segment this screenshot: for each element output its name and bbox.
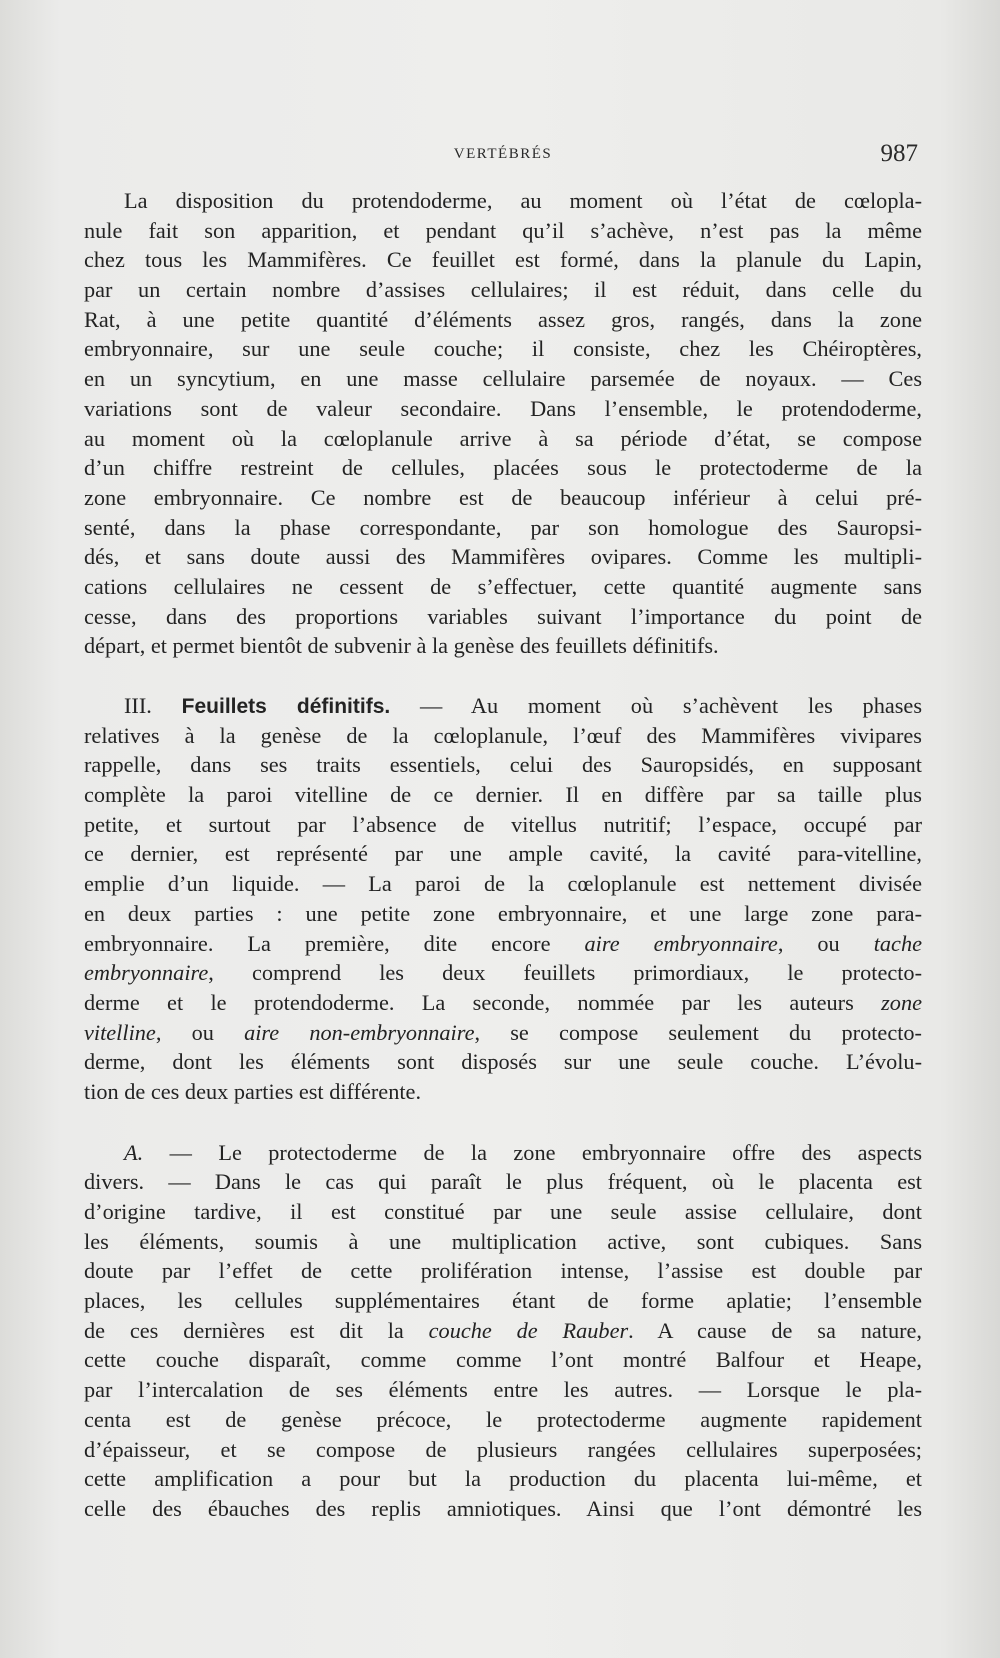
text-line: derme, dont les éléments sont disposés sur une seule couche. L’évolu- [84,1049,922,1075]
text-line: par un certain nombre d’assises cellulaires; il est réduit, dans celle du [84,277,922,303]
text-line: complète la paroi vitelline de ce dernier. Il en diffère par sa taille plus [84,782,922,808]
text-line: La disposition du protendoderme, au moment où l’état de cœlopla- [124,188,922,213]
subsection-letter: A. [124,1139,144,1165]
section-heading-line [84,691,922,721]
text-line: celle des ébauches des replis amniotiques. Ainsi que l’ont démontré les [84,1495,922,1521]
text-line: d’origine tardive, il est constitué par une seule assise cellulaire, dont [84,1199,922,1224]
text-line: les éléments, soumis à une multiplication active, sont cubiques. Sans [84,1228,922,1254]
text-run: , comprend les deux feuillets primordiaux, le protecto- [208,960,922,986]
italic-term: aire embryonnaire [584,930,778,956]
italic-term: couche de Rauber [428,1317,629,1343]
text-line [84,958,922,988]
body-text [84,186,922,1524]
text-line [84,1138,922,1168]
text-line: rappelle, dans ses traits essentiels, celui des Sauropsidés, en supposant [84,752,922,778]
text-line: d’épaisseur, et se compose de plusieurs rangées cellulaires superposées; [84,1436,922,1462]
text-line: nule fait son apparition, et pendant qu’il s’achève, n’est pas la même [84,217,922,243]
italic-term: vitelline [84,1019,156,1045]
paragraph-gap [84,1107,922,1138]
paragraph-protectoderme [84,1138,922,1524]
text-run: , ou [777,930,874,956]
text-run: , ou [155,1019,245,1045]
text-run: de ces dernières est dit la [84,1317,429,1343]
text-line: centa est de genèse précoce, le protectoderme augmente rapidement [84,1406,922,1432]
text-line [84,1316,922,1346]
text-line: doute par l’effet de cette prolifération intense, l’assise est double par [84,1258,922,1284]
text-line: en deux parties : une petite zone embryonnaire, et une large zone para- [84,900,922,926]
text-line: divers. — Dans le cas qui paraît le plus fréquent, où le placenta est [84,1169,922,1195]
text-run: — Au moment où s’achèvent les phases [390,693,923,718]
text-line: départ, et permet bientôt de subvenir à la genèse des feuillets définitifs. [84,633,719,659]
text-line: places, les cellules supplémentaires étant de forme aplatie; l’ensemble [84,1288,922,1314]
text-line: d’un chiffre restreint de cellules, placées sous le protectoderme de la [84,455,922,481]
text-line: variations sont de valeur secondaire. Dans l’ensemble, le protendoderme, [84,395,922,421]
text-line: ce dernier, est représenté par une ample cavité, la cavité para-vitelline, [84,841,922,867]
text-line: cette couche disparaît, comme comme l’ont montré Balfour et Heape, [84,1347,922,1373]
text-line [84,988,922,1018]
text-line: par l’intercalation de ses éléments entre les autres. — Lorsque le pla- [84,1377,922,1403]
text-line [84,929,922,959]
text-line: petite, et surtout par l’absence de vitellus nutritif; l’espace, occupé par [84,811,922,837]
text-line: au moment où la cœloplanule arrive à sa période d’état, se compose [84,425,922,451]
text-line: embryonnaire, sur une seule couche; il consiste, chez les Chéiroptères, [84,336,922,362]
text-line: relatives à la genèse de la cœloplanule, l’œuf des Mammifères vivipares [84,722,922,748]
text-run: embryonnaire. La première, dite encore [84,930,585,956]
running-title: VERTÉBRÉS [453,146,553,162]
paragraph-gap [84,661,922,691]
italic-term: embryonnaire [84,960,209,986]
text-line: dés, et sans doute aussi des Mammifères ovipares. Comme les multipli- [84,544,922,570]
text-run: . A cause de sa nature, [628,1317,922,1343]
text-line: emplie d’un liquide. — La paroi de la cœloplanule est nettement divisée [84,871,922,897]
text-line: senté, dans la phase correspondante, par son homologue des Sauropsi- [84,514,922,540]
italic-term: tache [873,930,922,956]
text-run: derme et le protendoderme. La seconde, nommée par les auteurs [84,989,882,1015]
italic-term: aire non-embryonnaire [244,1019,475,1045]
text-line: chez tous les Mammifères. Ce feuillet est formé, dans la planule du Lapin, [84,247,922,273]
text-line: cette amplification a pour but la production du placenta lui-même, et [84,1466,922,1492]
paragraph-feuillets-definitifs [84,691,922,1107]
italic-term: zone [881,989,922,1015]
text-run: — Le protectoderme de la zone embryonnaire offre des aspects [143,1139,922,1165]
running-head [84,140,922,170]
text-line: Rat, à une petite quantité d’éléments assez gros, rangés, dans la zone [84,306,922,332]
page-number: 987 [880,140,918,167]
paragraph-protendoderme [84,186,922,661]
text-run: , se compose seulement du protecto- [474,1019,922,1045]
text-line: cesse, dans des proportions variables suivant l’importance du point de [84,603,922,629]
section-heading: Feuillets définitifs. [181,695,391,718]
text-line: en un syncytium, en une masse cellulaire parsemée de noyaux. — Ces [84,366,922,392]
text-line: zone embryonnaire. Ce nombre est de beaucoup inférieur à celui pré- [84,484,922,510]
section-number: III. [124,693,152,718]
text-line: tion de ces deux parties est différente. [84,1078,422,1104]
text-line: cations cellulaires ne cessent de s’effectuer, cette quantité augmente sans [84,573,922,599]
text-line [84,1018,922,1048]
